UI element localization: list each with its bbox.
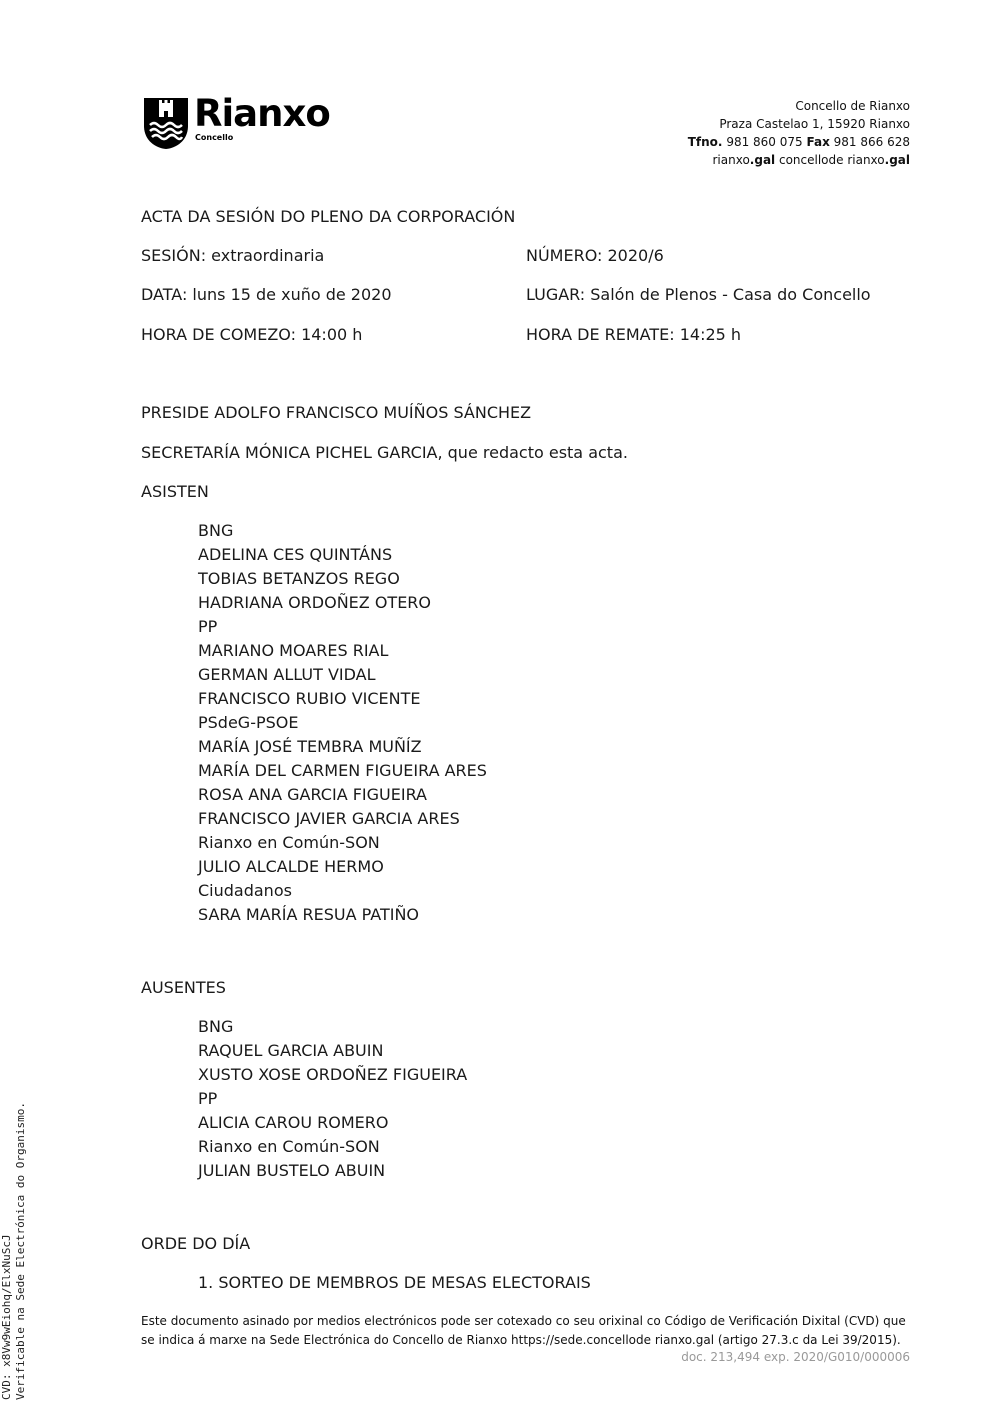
list-item: Rianxo en Común-SON [198, 1137, 380, 1156]
web2-tld: .gal [884, 153, 910, 167]
rianxo-logo [142, 92, 352, 152]
list-item: GERMAN ALLUT VIDAL [198, 665, 376, 684]
preside-line: PRESIDE ADOLFO FRANCISCO MUÍÑOS SÁNCHEZ [141, 403, 532, 422]
session-type: SESIÓN: extraordinaria [141, 246, 325, 265]
web1-tld: .gal [749, 153, 776, 167]
list-item: TOBIAS BETANZOS REGO [198, 569, 400, 588]
org-websites [688, 151, 910, 169]
list-item: PP [198, 617, 218, 636]
list-item: BNG [198, 1017, 234, 1036]
absentees-heading: AUSENTES [141, 978, 226, 997]
attendees-list [198, 519, 487, 927]
org-name: Concello de Rianxo [795, 99, 910, 113]
footer-line: Este documento asinado por medios electrónicos pode ser cotexado co seu orixinal co Código de Verificación Dixital (CVD) que [141, 1314, 906, 1328]
org-phone-fax [688, 133, 910, 151]
list-item: SARA MARÍA RESUA PATIÑO [198, 905, 420, 924]
secretary-line: SECRETARÍA MÓNICA PICHEL GARCIA, que redacto esta acta. [141, 443, 628, 462]
list-item: PP [198, 1089, 218, 1108]
tel-label: Tfno. [687, 135, 723, 149]
session-place: LUGAR: Salón de Plenos - Casa do Concello [526, 285, 871, 304]
list-item: MARIANO MOARES RIAL [198, 641, 389, 660]
list-item: ROSA ANA GARCIA FIGUEIRA [198, 785, 427, 804]
list-item: HADRIANA ORDOÑEZ OTERO [198, 593, 432, 612]
org-address: Praza Castelao 1, 15920 Rianxo [719, 117, 910, 131]
list-item: ALICIA CAROU ROMERO [198, 1113, 389, 1132]
list-item: RAQUEL GARCIA ABUIN [198, 1041, 384, 1060]
fax-label: Fax [806, 135, 830, 149]
shield-icon [142, 96, 190, 150]
cvd-verification-text: Verificable na Sede Electrónica do Organismo. [14, 1101, 27, 1400]
list-item: XUSTO XOSE ORDOÑEZ FIGUEIRA [198, 1065, 468, 1084]
web1-name: rianxo [712, 153, 750, 167]
fax-value: 981 866 628 [833, 135, 910, 149]
attendees-heading: ASISTEN [141, 482, 209, 501]
list-item: JULIAN BUSTELO ABUIN [198, 1161, 386, 1180]
end-time: HORA DE REMATE: 14:25 h [526, 325, 742, 344]
cvd-margin-note [0, 1102, 28, 1400]
list-item: BNG [198, 521, 234, 540]
absentees-list [198, 1015, 467, 1183]
logo-wordmark: Rianxo [194, 92, 330, 135]
document-title: ACTA DA SESIÓN DO PLENO DA CORPORACIÓN [141, 207, 516, 226]
cvd-code: CVD: x8Vw9wEiohq/ElxNuScJ [0, 1234, 13, 1400]
agenda-item: 1. SORTEO DE MEMBROS DE MESAS ELECTORAIS [198, 1273, 591, 1292]
session-date: DATA: luns 15 de xuño de 2020 [141, 285, 392, 304]
organization-contact [688, 97, 910, 169]
list-item: FRANCISCO JAVIER GARCIA ARES [198, 809, 460, 828]
document-reference: doc. 213,494 exp. 2020/G010/000006 [681, 1350, 910, 1364]
session-number: NÚMERO: 2020/6 [526, 246, 664, 265]
list-item: PSdeG-PSOE [198, 713, 299, 732]
list-item: Ciudadanos [198, 881, 292, 900]
list-item: FRANCISCO RUBIO VICENTE [198, 689, 421, 708]
logo-subtitle: Concello [195, 133, 234, 142]
footer-line: se indica á marxe na Sede Electrónica do Concello de Rianxo https://sede.concellode rianxo.gal (artigo 27.3.c da Lei 39/2015). [141, 1333, 901, 1347]
list-item: MARÍA JOSÉ TEMBRA MUÑÍZ [198, 737, 422, 756]
verification-footer [141, 1312, 911, 1350]
list-item: ADELINA CES QUINTÁNS [198, 545, 393, 564]
list-item: MARÍA DEL CARMEN FIGUEIRA ARES [198, 761, 487, 780]
list-item: Rianxo en Común-SON [198, 833, 380, 852]
list-item: JULIO ALCALDE HERMO [198, 857, 384, 876]
web2-name: concellode rianxo [778, 153, 885, 167]
start-time: HORA DE COMEZO: 14:00 h [141, 325, 363, 344]
agenda-heading: ORDE DO DÍA [141, 1234, 251, 1253]
tel-value: 981 860 075 [726, 135, 803, 149]
